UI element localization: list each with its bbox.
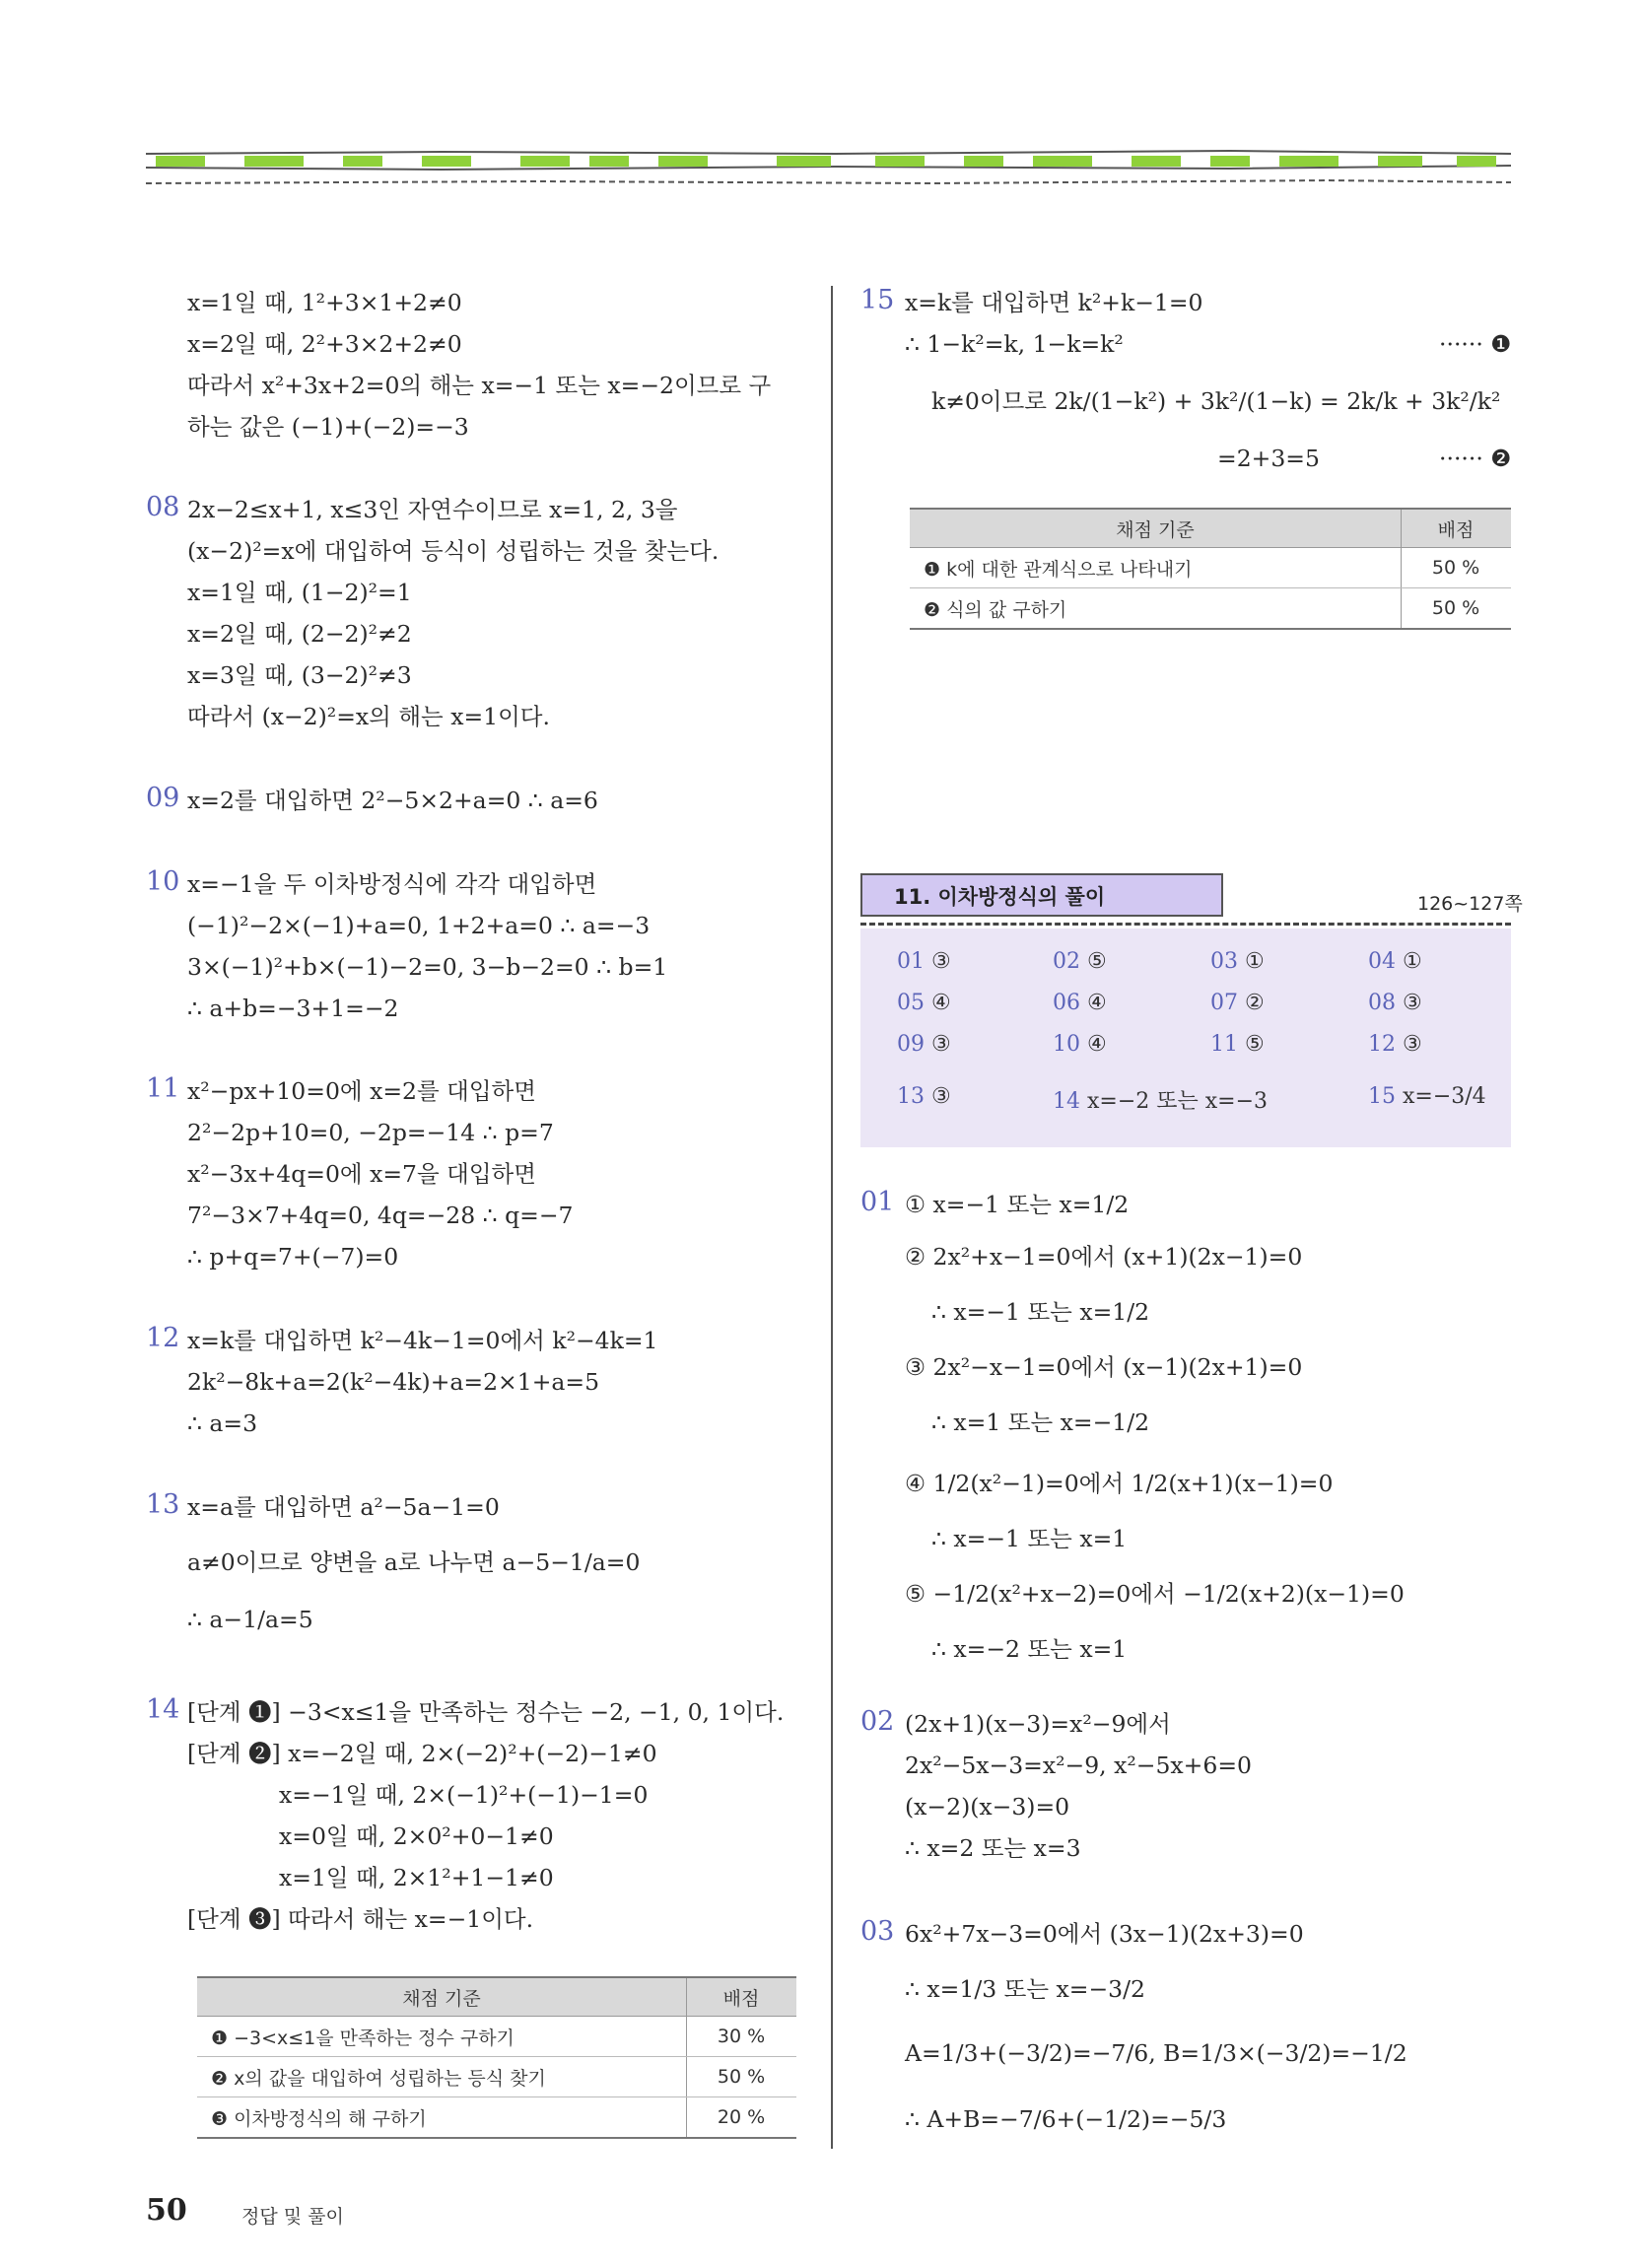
line: (2x+1)(x−3)=x²−9에서 xyxy=(905,1710,1171,1738)
criteria-cell: ❷ 식의 값 구하기 xyxy=(910,588,1402,630)
line: k≠0이므로 2k/(1−k²) + 3k²/(1−k) = 2k/k + 3k²/k² xyxy=(931,387,1501,415)
line: x=2일 때, 2²+3×2+2≠0 xyxy=(187,330,462,358)
line: x=1일 때, (1−2)²=1 xyxy=(187,579,412,606)
line: x²−px+10=0에 x=2를 대입하면 xyxy=(187,1077,536,1105)
line: x²−3x+4q=0에 x=7을 대입하면 xyxy=(187,1160,536,1188)
answer-item: 14 x=−2 또는 x=−3 xyxy=(1053,1089,1269,1114)
line: ③ 2x²−x−1=0에서 (x−1)(2x+1)=0 xyxy=(905,1353,1303,1381)
line: (x−2)(x−3)=0 xyxy=(905,1793,1070,1821)
answer-item: 10 ④ xyxy=(1053,1032,1107,1057)
criteria-cell: ❶ −3<x≤1을 만족하는 정수 구하기 xyxy=(197,2017,687,2057)
score-cell: 50 % xyxy=(1402,548,1512,588)
score-cell: 20 % xyxy=(687,2097,797,2139)
line: 3×(−1)²+b×(−1)−2=0, 3−b−2=0 ∴ b=1 xyxy=(187,953,668,981)
line: (−1)²−2×(−1)+a=0, 1+2+a=0 ∴ a=−3 xyxy=(187,912,651,939)
line: x=2일 때, (2−2)²≠2 xyxy=(187,620,412,648)
problem-number: 01 xyxy=(860,1187,895,1217)
line: ⑤ −1/2(x²+x−2)=0에서 −1/2(x+2)(x−1)=0 xyxy=(905,1580,1405,1608)
line: 따라서 x²+3x+2=0의 해는 x=−1 또는 x=−2이므로 구 xyxy=(187,372,772,399)
score-cell: 50 % xyxy=(687,2057,797,2097)
table-row xyxy=(910,588,1511,630)
answer-item: 09 ③ xyxy=(897,1032,951,1057)
section-title: 11. 이차방정식의 풀이 xyxy=(860,873,1223,917)
criteria-cell: ❸ 이차방정식의 해 구하기 xyxy=(197,2097,687,2139)
line: ④ 1/2(x²−1)=0에서 1/2(x+1)(x−1)=0 xyxy=(905,1470,1334,1497)
line: ∴ A+B=−7/6+(−1/2)=−5/3 xyxy=(905,2105,1227,2133)
line: 6x²+7x−3=0에서 (3x−1)(2x+3)=0 xyxy=(905,1920,1304,1948)
line: ······ ❶ xyxy=(1439,330,1512,358)
score-cell: 50 % xyxy=(1402,588,1512,630)
problem-number: 03 xyxy=(860,1916,895,1947)
line: (x−2)²=x에 대입하여 등식이 성립하는 것을 찾는다. xyxy=(187,537,720,565)
problem-number: 13 xyxy=(146,1489,180,1520)
line: a≠0이므로 양변을 a로 나누면 a−5−1/a=0 xyxy=(187,1548,641,1576)
answer-item: 02 ⑤ xyxy=(1053,949,1107,974)
answer-item: 12 ③ xyxy=(1368,1032,1422,1057)
line: ∴ a−1/a=5 xyxy=(187,1606,313,1633)
footer-label: 정답 및 풀이 xyxy=(241,2206,344,2228)
line: [단계 ❷] x=−2일 때, 2×(−2)²+(−2)−1≠0 xyxy=(187,1740,657,1767)
table-header: 채점 기준 xyxy=(197,1977,687,2017)
line: x=1일 때, 1²+3×1+2≠0 xyxy=(187,289,462,316)
line: ∴ a+b=−3+1=−2 xyxy=(187,995,399,1022)
score-cell: 30 % xyxy=(687,2017,797,2057)
table-header: 배점 xyxy=(1402,509,1512,548)
header-decoration xyxy=(146,148,1511,187)
problem-number: 10 xyxy=(146,866,180,897)
line: 2²−2p+10=0, −2p=−14 ∴ p=7 xyxy=(187,1119,554,1146)
line: ① x=−1 또는 x=1/2 xyxy=(905,1191,1130,1218)
page-number: 50 xyxy=(146,2193,187,2228)
line: ······ ❷ xyxy=(1439,445,1512,472)
table-header: 배점 xyxy=(687,1977,797,2017)
line: x=2를 대입하면 2²−5×2+a=0 ∴ a=6 xyxy=(187,787,598,814)
line: 2k²−8k+a=2(k²−4k)+a=2×1+a=5 xyxy=(187,1368,600,1396)
line: [단계 ❶] −3<x≤1을 만족하는 정수는 −2, −1, 0, 1이다. xyxy=(187,1698,785,1726)
line: x=0일 때, 2×0²+0−1≠0 xyxy=(279,1822,554,1850)
line: ∴ x=−1 또는 x=1 xyxy=(931,1525,1128,1552)
criteria-cell: ❶ k에 대한 관계식으로 나타내기 xyxy=(910,548,1402,588)
line: 2x−2≤x+1, x≤3인 자연수이므로 x=1, 2, 3을 xyxy=(187,496,678,523)
problem-number: 11 xyxy=(146,1073,180,1104)
section-divider xyxy=(860,923,1511,926)
problem-number: 08 xyxy=(146,492,180,522)
answer-item: 07 ② xyxy=(1210,991,1265,1015)
line: x=3일 때, (3−2)²≠3 xyxy=(187,661,412,689)
answer-item: 01 ③ xyxy=(897,949,951,974)
column-divider xyxy=(831,286,833,2149)
line: x=k를 대입하면 k²−4k−1=0에서 k²−4k=1 xyxy=(187,1327,658,1354)
line: x=k를 대입하면 k²+k−1=0 xyxy=(905,289,1203,316)
problem-number: 15 xyxy=(860,285,895,315)
criteria-cell: ❷ x의 값을 대입하여 성립하는 등식 찾기 xyxy=(197,2057,687,2097)
answer-item: 15 x=−3/4 xyxy=(1368,1084,1486,1109)
problem-number: 14 xyxy=(146,1694,180,1725)
line: ∴ 1−k²=k, 1−k=k² xyxy=(905,330,1124,358)
line: 따라서 (x−2)²=x의 해는 x=1이다. xyxy=(187,703,550,730)
answer-item: 11 ⑤ xyxy=(1210,1032,1265,1057)
line: ∴ p+q=7+(−7)=0 xyxy=(187,1243,399,1271)
line: x=−1일 때, 2×(−1)²+(−1)−1=0 xyxy=(279,1781,649,1809)
table-header: 채점 기준 xyxy=(910,509,1402,548)
line: ∴ x=−2 또는 x=1 xyxy=(931,1635,1128,1663)
line: ∴ x=2 또는 x=3 xyxy=(905,1834,1081,1862)
answer-item: 03 ① xyxy=(1210,949,1265,974)
line: ∴ a=3 xyxy=(187,1409,258,1437)
problem-number: 02 xyxy=(860,1706,895,1737)
line: 7²−3×7+4q=0, 4q=−28 ∴ q=−7 xyxy=(187,1202,574,1229)
line: =2+3=5 xyxy=(1217,445,1320,472)
line: x=−1을 두 이차방정식에 각각 대입하면 xyxy=(187,870,597,898)
table-row xyxy=(910,548,1511,588)
line: ② 2x²+x−1=0에서 (x+1)(2x−1)=0 xyxy=(905,1243,1303,1271)
line: [단계 ❸] 따라서 해는 x=−1이다. xyxy=(187,1905,534,1933)
scoring-table xyxy=(197,1976,796,2139)
table-row xyxy=(197,2017,796,2057)
line: ∴ x=1 또는 x=−1/2 xyxy=(931,1409,1150,1436)
problem-number: 09 xyxy=(146,783,180,813)
line: x=1일 때, 2×1²+1−1≠0 xyxy=(279,1864,554,1891)
scoring-table xyxy=(910,508,1511,630)
table-row xyxy=(197,2057,796,2097)
table-row xyxy=(197,2097,796,2139)
line: A=1/3+(−3/2)=−7/6, B=1/3×(−3/2)=−1/2 xyxy=(905,2039,1407,2067)
page-range: 126~127쪽 xyxy=(1417,893,1523,915)
answer-item: 04 ① xyxy=(1368,949,1422,974)
answer-item: 08 ③ xyxy=(1368,991,1422,1015)
problem-number: 12 xyxy=(146,1323,180,1353)
line: 2x²−5x−3=x²−9, x²−5x+6=0 xyxy=(905,1752,1252,1779)
answer-item: 06 ④ xyxy=(1053,991,1107,1015)
line: ∴ x=−1 또는 x=1/2 xyxy=(931,1298,1150,1326)
line: x=a를 대입하면 a²−5a−1=0 xyxy=(187,1493,500,1521)
answer-item: 13 ③ xyxy=(897,1084,951,1109)
answer-item: 05 ④ xyxy=(897,991,951,1015)
line: ∴ x=1/3 또는 x=−3/2 xyxy=(905,1975,1145,2003)
line: 하는 값은 (−1)+(−2)=−3 xyxy=(187,413,469,441)
